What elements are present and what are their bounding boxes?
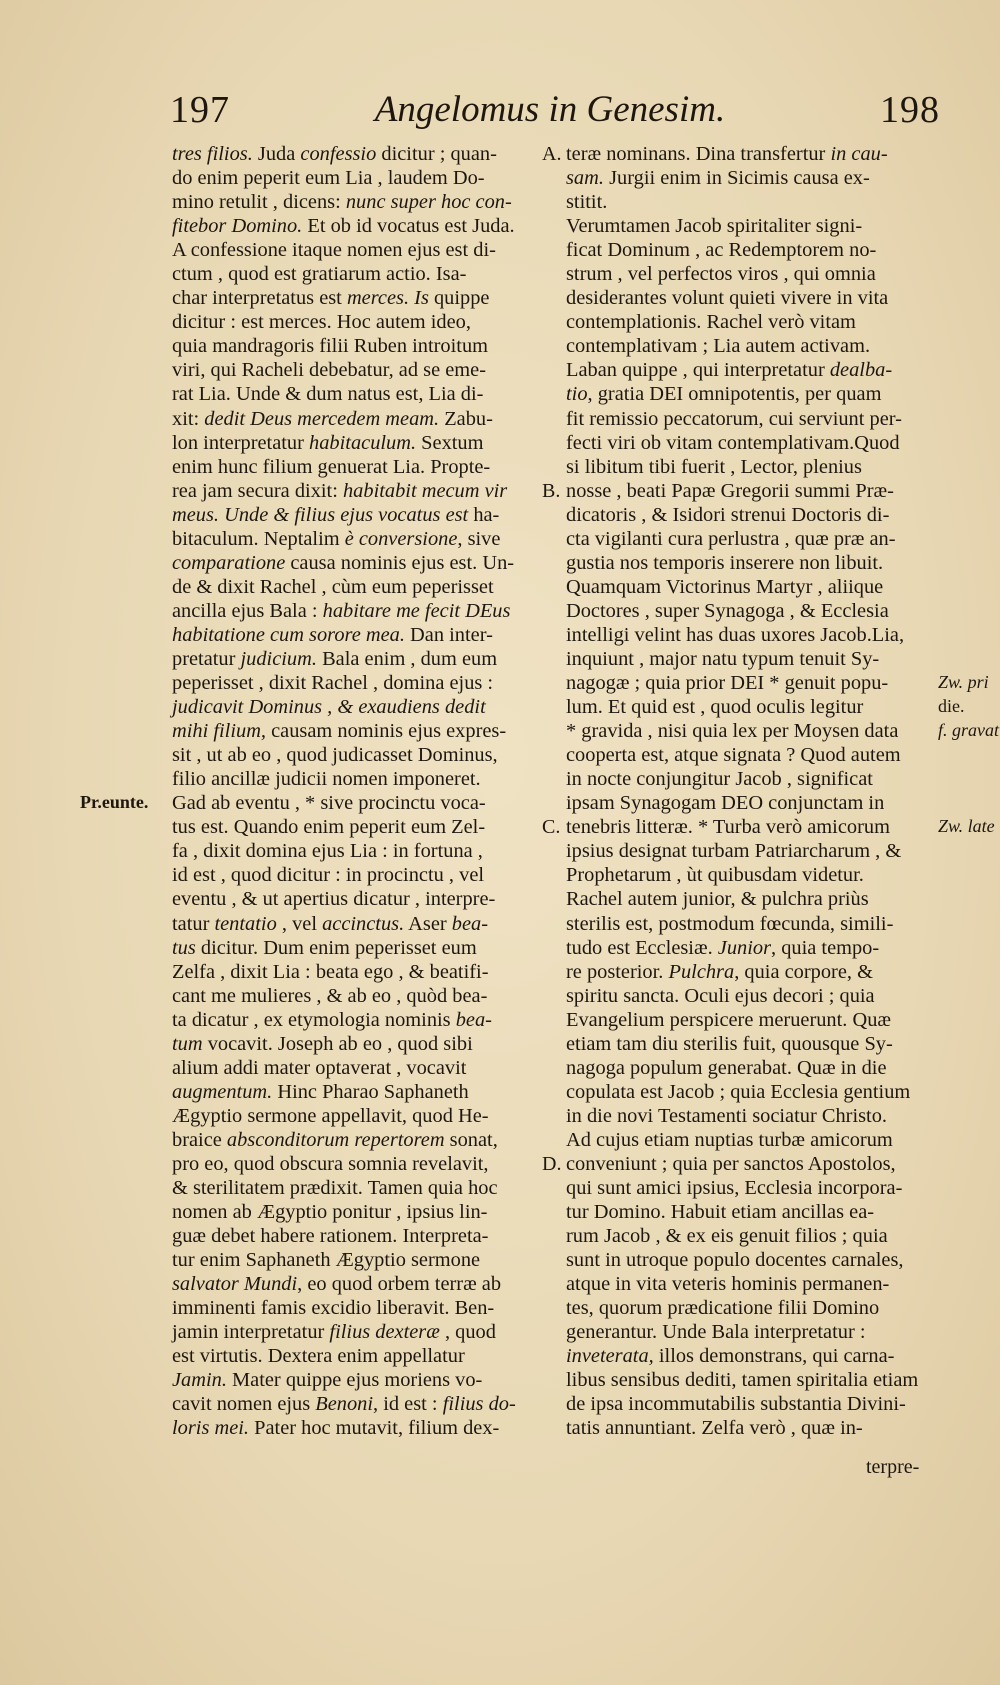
text-segment: Doctores , super Synagoga , & Ecclesia <box>566 599 889 622</box>
text-line <box>566 984 941 1008</box>
text-segment: qui sunt amici ipsius, Ecclesia incorpora- <box>566 1177 903 1200</box>
text-segment: in nocte conjungitur Jacob , significat <box>566 768 873 791</box>
text-segment: do enim peperit eum Lia , laudem Do- <box>172 167 485 190</box>
italic-text: accinctus. <box>322 912 405 935</box>
text-segment: re posterior. <box>566 960 669 983</box>
text-segment: gustia nos temporis inserere non libuit. <box>566 551 884 574</box>
text-segment: Verumtamen Jacob spiritaliter signi- <box>566 215 863 238</box>
text-line <box>566 863 941 887</box>
text-segment: tur Domino. Habuit etiam ancillas ea- <box>566 1201 875 1224</box>
margin-note-right-1: Zw. pri <box>938 672 989 692</box>
text-line <box>172 863 544 887</box>
text-segment: , gratia DEI omnipotentis, per quam <box>587 383 882 406</box>
text-segment: Laban quippe , qui interpretatur <box>566 359 830 382</box>
text-line <box>566 599 941 623</box>
text-segment: inquiunt , major natu typum tenuit Sy- <box>566 647 880 670</box>
text-segment: , quia tempo- <box>771 936 880 959</box>
text-segment: jamin interpretatur <box>172 1321 330 1344</box>
text-line <box>566 767 941 791</box>
text-segment: nagoga populum generabat. Quæ in die <box>566 1056 887 1079</box>
text-segment: sit , ut ab eo , quod judicasset Dominus, <box>172 744 498 767</box>
italic-text: bea- <box>451 912 489 935</box>
text-line <box>566 791 941 815</box>
text-line <box>566 190 941 214</box>
text-segment: ta dicatur , ex etymologia nominis <box>172 1008 456 1031</box>
section-letter-b: B. <box>542 480 561 502</box>
text-line <box>566 1368 941 1392</box>
text-segment: Ægyptio sermone appellavit, quod He- <box>172 1104 489 1127</box>
text-segment: rum Jacob , & ex eis genuit filios ; quia <box>566 1225 888 1248</box>
text-line <box>566 647 941 671</box>
text-segment: * gravida , nisi quia lex per Moysen data <box>566 720 899 743</box>
right-text-column <box>566 142 941 1441</box>
text-line <box>172 455 544 479</box>
text-line <box>172 1296 544 1320</box>
text-line <box>566 575 941 599</box>
text-line <box>172 815 544 839</box>
page-number-right: 198 <box>880 89 940 131</box>
text-line <box>566 1320 941 1344</box>
text-line <box>566 743 941 767</box>
text-segment: mino retulit , dicens: <box>172 191 346 214</box>
margin-note-right-1b: die. <box>938 696 965 716</box>
text-line <box>566 1104 941 1128</box>
text-line <box>566 671 941 695</box>
italic-text: tus <box>172 936 196 959</box>
text-segment: ipsam Synagogam DEO conjunctam in <box>566 792 885 815</box>
italic-text: Is <box>414 287 429 310</box>
text-segment: imminenti famis excidio liberavit. Ben- <box>172 1297 495 1320</box>
text-segment: intelligi velint has duas uxores Jacob.Lia, <box>566 623 905 646</box>
text-line <box>566 382 941 406</box>
text-line <box>172 1104 544 1128</box>
text-segment: , quia corpore, & <box>734 960 873 983</box>
section-letter-c: C. <box>542 816 561 838</box>
text-segment: ctum , quod est gratiarum actio. Isa- <box>172 263 467 286</box>
text-line <box>172 647 544 671</box>
text-segment: tenebris litteræ. * Turba verò amicorum <box>566 816 890 839</box>
text-segment: Bala enim , dum eum <box>316 647 498 670</box>
text-segment: causa nominis ejus est. Un- <box>285 551 515 574</box>
text-segment: eventu , & ut apertius dicatur , interpre- <box>172 888 496 911</box>
text-line <box>172 791 544 815</box>
text-line <box>566 1392 941 1416</box>
text-segment: filio ancillæ judicii nomen imponeret. <box>172 768 481 791</box>
margin-note-right-3: Zw. late <box>938 816 995 836</box>
italic-text: augmentum. <box>172 1080 273 1103</box>
text-segment: de ipsa incommutabilis substantia Divini- <box>566 1393 906 1416</box>
italic-text: habitabit mecum vir <box>342 479 508 502</box>
text-segment: sonat, <box>444 1128 498 1151</box>
italic-text: filius do- <box>442 1393 516 1416</box>
text-line <box>172 1416 544 1440</box>
italic-text: Unde & filius ejus vocatus est <box>224 503 469 526</box>
italic-text: absconditorum repertorem <box>226 1128 445 1151</box>
text-segment: illos demonstrans, qui carna- <box>653 1345 895 1368</box>
text-line <box>566 358 941 382</box>
text-line <box>566 1248 941 1272</box>
text-line <box>172 1032 544 1056</box>
text-segment: contemplativam ; Lia autem activam. <box>566 335 871 358</box>
text-segment: , eo quod orbem terræ ab <box>297 1273 502 1296</box>
text-segment: dicitur ; quan- <box>376 143 497 165</box>
text-segment: contemplationis. Rachel verò vitam <box>566 311 856 334</box>
text-segment: viri, qui Racheli debebatur, ad se eme- <box>172 359 486 382</box>
text-line <box>172 382 544 406</box>
text-segment: dicatoris , & Isidori strenui Doctoris di- <box>566 503 890 526</box>
text-line <box>566 719 941 743</box>
italic-text: Jamin. <box>172 1369 227 1392</box>
text-segment: , id est : <box>373 1393 443 1416</box>
text-segment: cta vigilanti cura perlustra , quæ præ an- <box>566 527 896 550</box>
text-line <box>172 1080 544 1104</box>
italic-text: dealba- <box>829 359 893 382</box>
text-segment: Zelfa , dixit Lia : beata ego , & beatifi- <box>172 960 489 983</box>
text-segment: fit remissio peccatorum, cui serviunt per- <box>566 407 902 430</box>
text-line <box>566 166 941 190</box>
text-segment: cavit nomen ejus <box>172 1393 316 1416</box>
italic-text: Junior <box>717 936 772 959</box>
text-segment: tudo est Ecclesiæ. <box>566 936 718 959</box>
italic-text: dedit Deus mercedem meam. <box>204 407 440 430</box>
text-line <box>172 262 544 286</box>
text-line <box>172 310 544 334</box>
text-line <box>172 1272 544 1296</box>
text-segment: ficat Dominum , ac Redemptorem no- <box>566 239 877 262</box>
italic-text: nunc super hoc con- <box>345 191 512 214</box>
text-line <box>566 142 941 166</box>
text-line <box>566 1272 941 1296</box>
text-line <box>172 1248 544 1272</box>
text-segment: est virtutis. Dextera enim appellatur <box>172 1345 465 1368</box>
text-line <box>172 671 544 695</box>
text-segment: Jurgii enim in Sicimis causa ex- <box>603 167 870 190</box>
italic-text: habitare me fecit DEus <box>322 599 511 622</box>
text-segment: stitit. <box>566 191 608 214</box>
text-segment: Quamquam Victorinus Martyr , aliique <box>566 575 884 598</box>
italic-text: habitaculum. <box>309 431 417 454</box>
text-line <box>566 1080 941 1104</box>
text-segment: tatur <box>172 912 215 935</box>
italic-text: tio <box>566 383 588 406</box>
italic-text: tentatio <box>214 912 277 935</box>
catchword: terpre- <box>866 1456 920 1478</box>
text-segment: braice <box>172 1128 227 1151</box>
text-line <box>566 334 941 358</box>
text-segment: pro eo, quod obscura somnia revelavit, <box>172 1152 489 1175</box>
text-segment: etiam tam diu sterilis fuit, quousque Sy- <box>566 1032 893 1055</box>
italic-text: tres filios. <box>172 143 253 165</box>
text-segment: dicitur : est merces. Hoc autem ideo, <box>172 311 471 334</box>
text-segment: nagogæ ; quia prior DEI * genuit popu- <box>566 672 889 695</box>
text-segment: id est , quod dicitur : in procinctu , vel <box>172 864 485 887</box>
text-line <box>172 839 544 863</box>
italic-text: Benoni <box>315 1393 374 1416</box>
text-segment: dicitur. Dum enim peperisset eum <box>195 936 477 959</box>
text-segment: Hinc Pharao Saphaneth <box>272 1080 469 1103</box>
text-segment: lum. Et quid est , quod oculis legitur <box>566 696 864 719</box>
left-text-column <box>172 142 544 1441</box>
text-line <box>172 984 544 1008</box>
text-line <box>172 1344 544 1368</box>
text-segment: Juda <box>252 143 301 165</box>
section-letter-d: D. <box>542 1153 562 1175</box>
text-segment: sterilis est, postmodum fœcunda, simili- <box>566 912 894 935</box>
text-segment: Sextum <box>416 431 484 454</box>
italic-text: in cau- <box>830 143 888 165</box>
text-line <box>566 1200 941 1224</box>
text-line <box>172 695 544 719</box>
text-segment: generantur. Unde Bala interpretatur : <box>566 1321 866 1344</box>
italic-text: habitatione cum sorore mea. <box>172 623 405 646</box>
text-line <box>566 1296 941 1320</box>
text-line <box>172 358 544 382</box>
italic-text: loris mei. <box>172 1417 250 1440</box>
italic-text: confessio <box>300 143 377 165</box>
text-segment: Zabu- <box>439 407 493 430</box>
text-segment: ipsius designat turbam Patriarcharum , & <box>566 840 902 863</box>
text-segment: Dan inter- <box>404 623 493 646</box>
text-segment: in die novi Testamenti sociatur Christo. <box>566 1104 888 1127</box>
text-line <box>172 936 544 960</box>
italic-text: sam. <box>566 167 604 190</box>
italic-text: comparatione <box>172 551 286 574</box>
text-segment: spiritu sancta. Oculi ejus decori ; quia <box>566 984 875 1007</box>
text-segment: si libitum tibi fuerit , Lector, plenius <box>566 455 862 478</box>
text-segment: tur enim Saphaneth Ægyptio sermone <box>172 1249 481 1272</box>
text-segment: Gad ab eventu , * sive procinctu voca- <box>172 792 486 815</box>
text-line <box>566 455 941 479</box>
text-line <box>172 599 544 623</box>
text-segment: fecti viri ob vitam contemplativam.Quod <box>566 431 900 454</box>
text-line <box>566 479 941 503</box>
text-segment: Evangelium perspicere meruerunt. Quæ <box>566 1008 892 1031</box>
text-line <box>566 214 941 238</box>
text-segment: nosse , beati Papæ Gregorii summi Præ- <box>566 479 894 502</box>
text-line <box>566 960 941 984</box>
text-line <box>566 310 941 334</box>
text-segment: tes, quorum prædicatione filii Domino <box>566 1297 880 1320</box>
text-line <box>172 1056 544 1080</box>
text-line <box>566 839 941 863</box>
text-segment: Mater quippe ejus moriens vo- <box>226 1369 483 1392</box>
italic-text: mihi filium, <box>172 720 267 743</box>
italic-text: fitebor Domino. <box>172 215 303 238</box>
margin-note-right-2: f. gravat <box>938 720 999 740</box>
text-segment: Et ob id vocatus est Juda. <box>302 215 515 238</box>
text-segment: causam nominis ejus expres- <box>266 720 507 743</box>
text-segment: lon interpretatur <box>172 431 310 454</box>
text-line <box>566 887 941 911</box>
text-segment: cant me mulieres , & ab eo , quòd bea- <box>172 984 488 1007</box>
text-line <box>172 166 544 190</box>
text-line <box>172 431 544 455</box>
text-segment: conveniunt ; quia per sanctos Apostolos, <box>566 1152 896 1175</box>
text-segment: & sterilitatem prædixit. Tamen quia hoc <box>172 1177 498 1200</box>
text-line <box>566 1032 941 1056</box>
text-segment: quippe <box>428 287 490 310</box>
italic-text: judicavit Dominus , & exaudiens dedit <box>172 696 486 719</box>
text-segment: nomen ab Ægyptio ponitur , ipsius lin- <box>172 1201 488 1224</box>
text-line <box>172 142 544 166</box>
text-segment: char interpretatus est <box>172 287 347 310</box>
text-segment: A confessione itaque nomen ejus est di- <box>172 239 496 262</box>
text-line <box>172 719 544 743</box>
text-line <box>172 1176 544 1200</box>
text-line <box>172 238 544 262</box>
text-segment: Ad cujus etiam nuptias turbæ amicorum <box>566 1128 893 1151</box>
text-line <box>566 1416 941 1440</box>
text-segment: enim hunc filium genuerat Lia. Propte- <box>172 455 491 478</box>
text-segment: Prophetarum , ùt quibusdam videtur. <box>566 864 864 887</box>
text-segment: de & dixit Rachel , cùm eum peperisset <box>172 575 494 598</box>
text-segment: peperisset , dixit Rachel , domina ejus : <box>172 672 494 695</box>
text-segment: atque in vita veteris hominis permanen- <box>566 1273 890 1296</box>
text-line <box>566 527 941 551</box>
text-line <box>566 1128 941 1152</box>
italic-text: tum <box>172 1032 203 1055</box>
text-segment: teræ nominans. Dina transfertur <box>566 143 831 165</box>
text-segment: , quod <box>439 1321 496 1344</box>
running-title: Angelomus in Genesim. <box>374 89 726 130</box>
section-letter-a: A. <box>542 143 562 165</box>
text-segment: rea jam secura dixit: <box>172 479 343 502</box>
text-segment: ha- <box>468 503 500 526</box>
text-line <box>172 960 544 984</box>
text-line <box>172 1392 544 1416</box>
text-line <box>172 1320 544 1344</box>
text-segment: guæ debet habere rationem. Interpreta- <box>172 1225 489 1248</box>
text-segment: tus est. Quando enim peperit eum Zel- <box>172 816 486 839</box>
italic-text: è conversione <box>344 527 458 550</box>
text-line <box>566 551 941 575</box>
text-segment: Pater hoc mutavit, filium dex- <box>249 1417 500 1440</box>
text-line <box>172 407 544 431</box>
text-segment: cooperta est, atque signata ? Quod autem <box>566 744 901 767</box>
text-segment: vocavit. Joseph ab eo , quod sibi <box>202 1032 473 1055</box>
text-line <box>566 262 941 286</box>
text-line <box>172 1200 544 1224</box>
text-line <box>172 286 544 310</box>
page-number-left: 197 <box>170 89 230 131</box>
italic-text: meus. <box>172 503 220 526</box>
text-line <box>172 743 544 767</box>
text-segment: Rachel autem junior, & pulchra priùs <box>566 888 869 911</box>
italic-text: judicium. <box>240 647 317 670</box>
text-segment: pretatur <box>172 647 241 670</box>
italic-text: Pulchra <box>668 960 735 983</box>
text-segment: , vel <box>276 912 323 935</box>
text-segment: Aser <box>404 912 452 935</box>
text-segment: desiderantes volunt quieti vivere in vita <box>566 287 889 310</box>
text-line <box>172 190 544 214</box>
text-segment: , sive <box>457 527 501 550</box>
page-header <box>160 88 940 138</box>
text-line <box>566 936 941 960</box>
text-line <box>566 431 941 455</box>
text-segment: tatis annuntiant. Zelfa verò , quæ in- <box>566 1417 863 1440</box>
text-line <box>566 815 941 839</box>
text-segment: fa , dixit domina ejus Lia : in fortuna , <box>172 840 483 863</box>
text-line <box>172 912 544 936</box>
text-line <box>566 1152 941 1176</box>
text-line <box>172 503 544 527</box>
text-line <box>172 214 544 238</box>
italic-text: merces. <box>346 287 410 310</box>
text-line <box>172 1368 544 1392</box>
text-line <box>172 527 544 551</box>
text-line <box>566 1176 941 1200</box>
text-line <box>172 479 544 503</box>
text-line <box>566 1008 941 1032</box>
text-line <box>172 623 544 647</box>
italic-text: filius dexteræ <box>329 1321 440 1344</box>
text-line <box>566 407 941 431</box>
text-segment: alium addi mater optaverat , vocavit <box>172 1056 467 1079</box>
text-line <box>566 623 941 647</box>
text-line <box>172 1224 544 1248</box>
text-segment: ancilla ejus Bala : <box>172 599 323 622</box>
text-segment: rat Lia. Unde & dum natus est, Lia di- <box>172 383 484 406</box>
text-line <box>566 503 941 527</box>
text-segment: copulata est Jacob ; quia Ecclesia gentium <box>566 1080 911 1103</box>
text-segment: strum , vel perfectos viros , qui omnia <box>566 263 876 286</box>
text-line <box>172 1008 544 1032</box>
text-segment: quia mandragoris filii Ruben introitum <box>172 335 489 358</box>
text-line <box>566 1344 941 1368</box>
text-line <box>172 1128 544 1152</box>
text-line <box>566 695 941 719</box>
margin-note-left: Pr.eunte. <box>80 792 149 812</box>
italic-text: salvator Mundi <box>172 1273 298 1296</box>
text-line <box>172 575 544 599</box>
text-line <box>172 1152 544 1176</box>
text-line <box>172 887 544 911</box>
text-line <box>172 767 544 791</box>
text-line <box>566 286 941 310</box>
italic-text: inveterata, <box>566 1345 654 1368</box>
text-segment: bitaculum. Neptalim <box>172 527 345 550</box>
text-line <box>566 238 941 262</box>
italic-text: bea- <box>455 1008 492 1031</box>
text-line <box>566 912 941 936</box>
text-segment: xit: <box>172 407 205 430</box>
text-line <box>566 1056 941 1080</box>
text-segment: sunt in utroque populo docentes carnales, <box>566 1249 904 1272</box>
text-line <box>172 334 544 358</box>
text-segment: libus sensibus dediti, tamen spiritalia etiam <box>566 1369 919 1392</box>
text-line <box>566 1224 941 1248</box>
text-line <box>172 551 544 575</box>
